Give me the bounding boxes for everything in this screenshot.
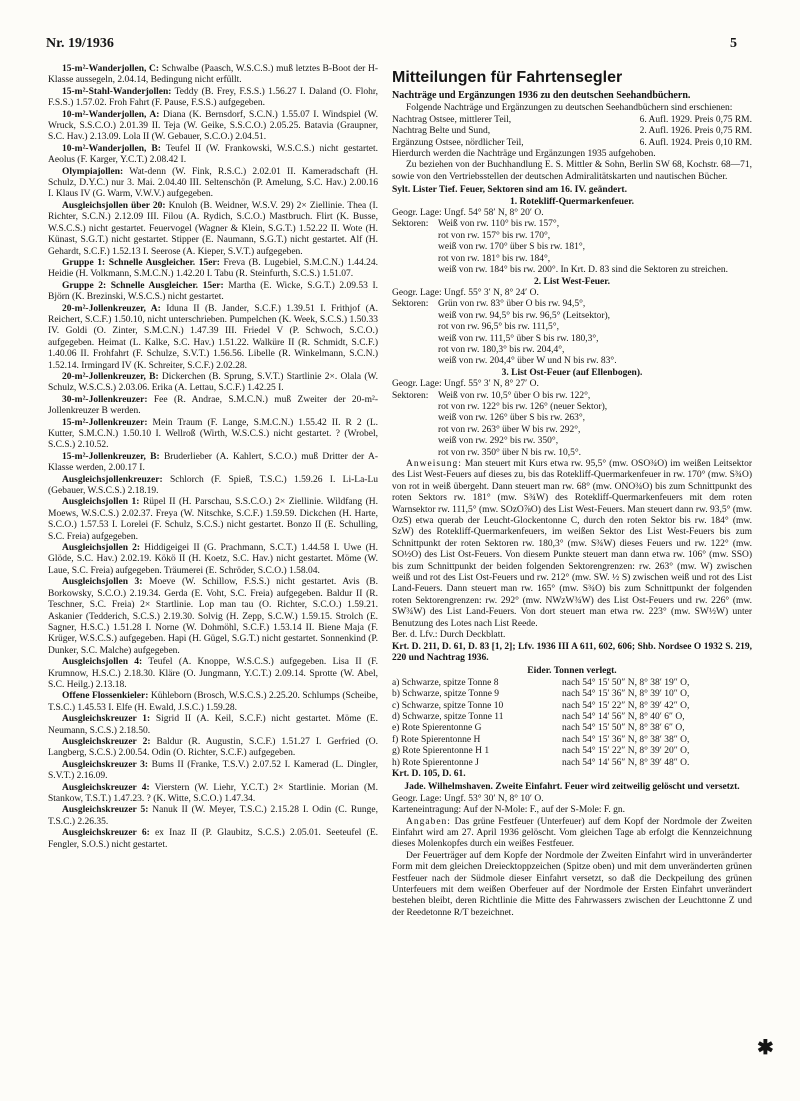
result-paragraph [48, 395, 378, 418]
sector-text: rot von rw. 157° bis rw. 170°, [438, 230, 551, 241]
class-results: Diana (K. Bernsdorf, S.C.N.) 1.55.07 I. Windspiel (W. Wruck, S.S.C.O.) 2.01.39 II. Teja (W. Geike, S.S.C.O.) 2.05.25. Batavia (Graupner, S.C. Hav.) 2.13.09. Lola II (W. Gebauer, S.C.O.) 2.04.51. [48, 109, 379, 143]
sector-row [392, 254, 752, 265]
buoy-name: f) Rote Spierentonne H [392, 734, 481, 745]
class-results: Teufel (A. Knoppe, W.S.C.S.) aufgegeben. Lisa II (F. Krumnow, H.S.C.) 2.18.30. Kläre (O. Jungmann, Y.C.T.) 2.09.14. Sprotte (W. Abel, S.C. Heilg.) 2.13.18. [48, 657, 378, 690]
class-title: Gruppe 1: Schnelle Ausgleicher. 15er: [62, 257, 220, 268]
result-paragraph [48, 87, 378, 110]
sylt-heading: Sylt. Lister Tief. Feuer, Sektoren sind am 16. IV. geändert. [392, 185, 627, 196]
result-paragraph [48, 805, 378, 828]
jade-geo: Geogr. Lage: Ungf. 53° 30′ N, 8° 10′ O. [392, 793, 544, 804]
class-title: Olympiajollen: [62, 166, 124, 177]
class-title: Ausgleichsjollen über 20: [62, 200, 166, 211]
class-results: Schwalbe (Paasch, W.S.C.S.) muß letztes B-Boot der H-Klasse aussegeln, 2.04.14, Bedingung nicht erfüllt. [48, 64, 379, 86]
class-title: Ausgleichsjollen 3: [62, 577, 143, 588]
sector-text: Weiß von rw. 10,5° über O bis rw. 122°, [438, 390, 591, 401]
publication-note: Hierdurch werden die Nachträge und Ergänzungen 1935 aufgehoben. [392, 149, 656, 160]
buoy-name: d) Schwarze, spitze Tonne 11 [392, 711, 504, 722]
fire2-geo: Geogr. Lage: Ungf. 55° 3′ N, 8° 24′ O. [392, 287, 539, 298]
sector-row [392, 311, 752, 322]
class-title: Ausgleichskreuzer 1: [62, 714, 151, 725]
class-title: 20-m²-Jollenkreuzer, A: [62, 303, 161, 314]
sector-label: Sektoren: [392, 390, 429, 401]
class-results: Hiddigeigei II (G. Prachmann, S.C.T.) 1.44.58 I. Uwe (H. Glöde, S.C. Hav.) 2.02.19. Kökö II (H. Koetz, S.C. Hav.) nicht gestartet. Möme (W. Laue, S.C. Freia) aufgegeben. Träumerei (E. Schröder, S.C.O.) 1.58.04. [48, 543, 378, 576]
buoy-row [392, 746, 752, 757]
final-paragraph: Der Feuerträger auf dem Kopfe der Nordmole der Zweiten Einfahrt wird in unveränderter Form mit dem gleichen Dreiecktoppzeichen (Spitze oben) und mit dem unveränderten grünen Festfeuer nach der Südmole dieser Einfahrt versetzt, so daß die Deckpeilung des grünen Unterfeuers mit dem weißen Oberfeuer auf der Nordmole der Ersten Einfahrt unverändert bestehen bleibt, deren Richtlinie die Mitte des Fahrwassers zwischen der Leuchttonne Z und der Reedetonne R/T bezeichnet. [392, 850, 752, 918]
fire1-title: 1. Rotekliff-Quermarkenfeuer. [510, 196, 634, 207]
fire1-sectors [392, 219, 752, 276]
sector-row [392, 231, 752, 242]
class-results: Iduna II (B. Jander, S.C.F.) 1.39.51 I. Frithjof (A. Reichert, S.C.F.) 1.50.10, nicht unterschrieben. Pumpelchen (K. Week, S.C.S.) 1.50.33 IV. Goldi (O. Zinter, S.M.C.N.) 1.47.39 III. Friedel V (P. Schwoch, S.C.O.) aufgegeben. Heimat (L. Kalke, S.C. Hav.) 1.51.22. Walküre II (R. Schmidt, S.C.F.) 1.40.06 II. Frohfahrt (F. Schulze, S.V.T.) 1.56.56. Libelle (R. Winkelmann, S.C.N.) 1.52.14. Irmingard IV (K. Schreiter, S.C.F.) 2.02.28. [48, 303, 378, 371]
class-results: Rüpel II (H. Parschau, S.S.C.O.) 2× Ziellinie. Wildfang (H. Moews, W.S.C.S.) 2.02.37. Freya (W. Nitschke, S.C.F.) 1.59.59. Dickchen (H. Harte, S.C.O.) 1.57.53 I. Lorelei (F. Schulz, S.C.S.) nicht gestartet. Bonzo II (E. Schulling, S.C. Freia) aufgegeben. [48, 497, 379, 542]
sector-label [392, 265, 438, 276]
sector-text: rot von rw. 350° über N bis rw. 10,5°. [438, 447, 582, 458]
sector-text: rot von rw. 122° bis rw. 126° (neuer Sektor), [438, 401, 608, 412]
buoy-name: e) Rote Spierentonne G [392, 723, 482, 734]
result-paragraph [48, 64, 378, 87]
result-paragraph [48, 691, 378, 714]
buoy-name: g) Rote Spierentonne H 1 [392, 746, 490, 757]
jade-heading: Jade. Wilhelmshaven. Zweite Einfahrt. Feuer wird zeitweilig gelöscht und versetzt. [404, 782, 740, 793]
class-title: 30-m²-Jollenkreuzer: [62, 394, 148, 405]
class-title: Ausgleichsjollenkreuzer: [62, 474, 163, 485]
sector-label [392, 254, 438, 265]
publication-row [392, 115, 752, 126]
class-results: Vierstern (W. Liehr, Y.C.T.) 2× Startlinie. Morian (M. Stankow, T.S.T.) 1.47.23. ? (K. Witte, S.C.O.) 1.47.34. [48, 782, 378, 804]
result-paragraph [48, 418, 378, 452]
class-results: Teddy (B. Frey, F.S.S.) 1.56.27 I. Daland (O. Flohr, F.S.S.) 1.57.02. Froh Fahrt (F. Pause, F.S.S.) aufgegeben. [48, 86, 378, 109]
publication-info: 2. Aufl. 1926. Preis 0,75 RM. [639, 126, 752, 137]
class-results: Baldur (R. Augustin, S.C.F.) 1.51.27 I. Gerfried (O. Langberg, S.C.S.) 2.00.54. Odin (O. Richter, S.C.F.) aufgegeben. [48, 736, 379, 759]
class-results: Bruderlieber (A. Kahlert, S.C.O.) muß Dritter der A-Klasse werden, 2.00.17 I. [48, 451, 378, 474]
sector-row [392, 436, 752, 447]
buoy-position: nach 54° 15′ 22″ N, 8° 39′ 42″ O, [562, 700, 690, 711]
result-paragraph [48, 497, 378, 543]
buoy-row [392, 712, 752, 723]
class-title: Offene Flossenkieler: [62, 691, 149, 702]
fire3-geo: Geogr. Lage: Ungf. 55° 3′ N, 8° 27′ O. [392, 379, 539, 390]
section-subtitle: Nachträge und Ergänzungen 1936 zu den deutschen Seehandbüchern. [392, 90, 691, 101]
order-note: Zu beziehen von der Buchhandlung E. S. Mittler & Sohn, Berlin SW 68, Kochstr. 68—71, sowie von den Vertriebsstellen der deutschen Admiralitätskarten und nautischen Bücher. [392, 160, 752, 182]
fire3-title: 3. List Ost-Feuer (auf Ellenbogen). [501, 367, 643, 378]
buoy-position: nach 54° 15′ 50″ N, 8° 38′ 6″ O, [562, 723, 685, 734]
sector-text: weiß von rw. 170° über S bis rw. 181°, [438, 242, 586, 253]
section-title: Mitteilungen für Fahrtensegler [392, 69, 623, 86]
sector-text: weiß von rw. 126° über S bis rw. 263°, [438, 413, 586, 424]
class-results: Knuloh (B. Weidner, W.S.V. 29) 2× Ziellinie. Thea (I. Richter, S.C.N.) 2.12.09 III. Filou (A. Rydich, S.C.O.) Mastbruch. Flirt (K. Busse, W.S.C.S.) nicht gestartet. Feuervogel (Wagner & Klein, S.G.T.) 1.52.22 II. Wote (H. Künast, S.G.T.) nicht gestartet. Stipper (E. Naumann, S.G.T.) nicht gestartet. Alf (H. Gehardt, S.C.F.) 1.52.13 I. Seerose (A. Kieper, S.V.T.) aufgegeben. [48, 200, 379, 257]
ber-note: Ber. d. Lfv.: Durch Deckblatt. [392, 630, 506, 641]
sector-label [392, 413, 438, 424]
jade-chart-entry: Karteneintragung: Auf der N-Mole: F., auf der S-Mole: F. gn. [392, 805, 626, 816]
buoy-name: h) Rote Spierentonne J [392, 757, 479, 768]
class-results: Moeve (W. Schillow, F.S.S.) nicht gestartet. Avis (B. Borkowsky, S.C.O.) 2.19.34. Gerda (E. Voht, S.C. Freia) aufgegeben. Baldur II (R. Teschner, S.C. Freia) 2× Startlinie. Lop man tau (O. Richter, S.C.O.) 1.59.21. Askanier (Tedderich, S.C.S.) 2.19.30. Solvig (H. Zepp, S.C.W.) 1.59.15. Strolch (E. Sagner, H.S.C.) 1.51.28 I. Norne (W. Dohmöhl, S.C.F.) 1.53.14 II. Biene Maja (F. Krüger, W.S.C.S.) aufgegeben. Hapi (H. Gügel, S.G.T.) nicht gestartet. Sonnenkind (P. Dunker, S.C. Malche) aufgegeben. [48, 577, 378, 656]
sector-text: weiß von rw. 184° bis rw. 200°. In Krt. D. 83 sind die Sektoren zu streichen. [438, 265, 728, 276]
sector-text: rot von rw. 180,3° bis rw. 204,4°, [438, 344, 565, 355]
class-title: Ausgleichskreuzer 3: [62, 759, 149, 770]
buoy-row [392, 758, 752, 769]
angaben-paragraph [392, 817, 752, 851]
angaben-label: Angaben: [406, 816, 451, 827]
sector-row [392, 265, 752, 276]
buoy-row [392, 689, 752, 700]
notices-column [392, 64, 752, 919]
angaben-text: Das grüne Festfeuer (Unterfeuer) auf dem Kopf der Nordmole der Zweiten Einfahrt wird am 27. April 1936 gelöscht. Vom gleichen Tage ab erfolgt die Kennzeichnung dieses Molenkopfes durch ein weißes Festfeuer. [392, 816, 753, 850]
result-paragraph [48, 577, 378, 657]
result-paragraph [48, 304, 378, 372]
class-results: Sigrid II (A. Keil, S.C.F.) nicht gestartet. Möme (E. Neumann, S.C.S.) 2.18.50. [48, 714, 378, 736]
sector-label [392, 356, 438, 367]
class-title: 10-m²-Wanderjollen, A: [62, 109, 160, 120]
sector-row [392, 356, 752, 367]
result-paragraph [48, 828, 378, 851]
result-paragraph [48, 657, 378, 691]
sector-row [392, 425, 752, 436]
publication-row [392, 126, 752, 137]
buoy-row [392, 678, 752, 689]
intro-text: Folgende Nachträge und Ergänzungen zu deutschen Seehandbüchern sind erschienen: [406, 103, 733, 114]
sector-row [392, 219, 752, 230]
sector-text: weiß von rw. 204,4° über W und N bis rw. 83°. [438, 356, 617, 367]
result-paragraph [48, 783, 378, 806]
anweisung-paragraph [392, 459, 752, 630]
sector-label [392, 242, 438, 253]
class-results: Martha (E. Wicke, S.G.T.) 2.09.53 I. Björn (K. Brezinski, W.S.C.S.) nicht gestartet. [48, 280, 378, 303]
result-paragraph [48, 258, 378, 281]
sector-label [392, 425, 438, 436]
class-title: Ausgleichskreuzer 6: [62, 828, 150, 839]
publication-info: 6. Aufl. 1929. Preis 0,75 RM. [639, 114, 752, 125]
class-title: 15-m²-Jollenkreuzer, B: [62, 451, 160, 462]
sector-label [392, 231, 438, 242]
class-results: Kühleborn (Brosch, W.S.C.S.) 2.25.20. Schlumps (Scheibe, T.S.C.) 1.45.53 I. Elfe (H. Ewald, J.S.C.) 1.59.28. [48, 691, 378, 713]
class-title: Ausgleichsjollen 1: [62, 497, 140, 508]
buoy-list [392, 678, 752, 769]
sector-text: rot von rw. 96,5° bis rw. 111,5°, [438, 322, 559, 333]
class-results: Dickerchen (B. Sprung, S.V.T.) Startlinie 2×. Olala (W. Schulz, W.S.C.S.) 2.03.06. Erika (A. Lettau, S.C.F.) 1.42.25 I. [48, 371, 378, 394]
sector-row [392, 334, 752, 345]
class-title: Ausgleichskreuzer 2: [62, 736, 151, 747]
result-paragraph [48, 201, 378, 258]
class-results: Wat-denn (W. Fink, R.S.C.) 2.02.01 II. Kameradschaft (H. Schulz, D.Y.C.) nur 3. Mai. 2.04.40 III. Seltenschön (P. Amelung, S.C. Hav.) 2.00.16 I. Klaus IV (G. Warm, V.W.V.) aufgegeben. [48, 166, 378, 200]
chart-references: Krt. D. 211, D. 61, D. 83 [1, 2]; Lfv. 1936 III A 611, 602, 606; Shb. Nordsee O 1932 S. 219, 220 und Nachtrag 1936. [392, 641, 752, 663]
result-paragraph [48, 144, 378, 167]
class-title: Ausgleichsjollen 4: [62, 657, 143, 668]
anweisung-text: Man steuert mit Kurs etwa rw. 95,5° (mw. OSO¾O) im weißen Leitsektor des List West-Feuers auf dieses zu, bis das Rotekliff-Quermarkenfeuer in rw. 170° (mw. S¾O) von rot in weiß übergeht. Dann steuert man rw. 68° (mw. ONO¾O) bis zum Schnittpunkt des roten Sektors rw. 181° (mw. S¾W) des Rotekliff-Quermarkenfeuers mit dem roten Warnsektor rw. 111,5° (mw. SOzO⅞O) des List West-Feuers. Man steuert dann rw. 93,5° (mw. OzS) etwa querab der Leucht-Glockentonne C, durch den roten Sektor bis rw. 184° (mw. SzW) des Rotekliff-Quermarkenfeuers, im weißen Sektor des List West-Feuers bis zum Schnittpunkt der roten Sektoren rw. 180,3° (mw. S¾W) dieses Feuers und rw. 122° (mw. SO½O) des List Ost-Feuers. Von diesem Punkte steuert man dann etwa rw. 106° (mw. SSO) bis zum Schnittpunkt der beiden folgenden Sektorengrenzen: rw. 263° (mw. W) zwischen weiß und rot des List Ost-Feuers und rw. 212° (mw. SW. ½ S) zwischen weiß und rot des List Land-Feuers. Dann steuert man rw. 165° (mw. S¾O) bis zum Schnittpunkt der folgenden roten Sektorengrenzen: rw. 292° (mw. NWzW¾W) des List Ost-Feuers und rw. 226° (mw. SW¾W) des List Land-Feuers. Von dort steuert man etwa rw. 223° (mw. SW½W) unter Benutzung des Lotes nach List Reede. [392, 459, 752, 629]
buoy-row [392, 723, 752, 734]
fire1-geo: Geogr. Lage: Ungf. 54° 58′ N, 8° 20′ O. [392, 208, 544, 219]
sector-text: Grün von rw. 83° über O bis rw. 94,5°, [438, 299, 586, 310]
buoy-position: nach 54° 14′ 56″ N, 8° 39′ 48″ O. [562, 757, 690, 768]
eider-chart-ref: Krt. D. 105, D. 61. [392, 768, 466, 779]
class-results: Schlorch (F. Spieß, T.S.C.) 1.59.26 I. Li-La-Lu (Gebauer, W.S.C.S.) 2.18.19. [48, 474, 379, 497]
publication-info: 6. Aufl. 1924. Preis 0,10 RM. [639, 137, 752, 148]
buoy-name: a) Schwarze, spitze Tonne 8 [392, 677, 499, 688]
sector-text: weiß von rw. 292° bis rw. 350°, [438, 436, 559, 447]
buoy-position: nach 54° 15′ 36″ N, 8° 39′ 10″ O, [562, 689, 690, 700]
sector-row [392, 345, 752, 356]
class-results: ex Inaz II (P. Glaubitz, S.C.S.) 2.05.01. Seeteufel (E. Fengler, S.O.S.) nicht gestartet. [48, 828, 379, 850]
sector-label [392, 345, 438, 356]
sector-row [392, 322, 752, 333]
fire3-sectors [392, 391, 752, 459]
sector-row [392, 299, 752, 310]
issue-number: Nr. 19/1936 [46, 36, 114, 51]
sector-label [392, 436, 438, 447]
result-paragraph [48, 475, 378, 498]
class-title: Gruppe 2: Schnelle Ausgleicher. 15er: [62, 280, 224, 291]
publication-row [392, 138, 752, 149]
buoy-row [392, 735, 752, 746]
result-paragraph [48, 452, 378, 475]
page-number: 5 [730, 36, 737, 51]
fire2-sectors [392, 299, 752, 367]
class-results: Mein Traum (F. Lange, S.M.C.N.) 1.55.42 II. R 2 (L. Kutter, S.M.C.N.) 1.50.10 I. Wellroß (Wirth, W.S.C.S.) nicht gestartet. ? (Wrobel, S.C.S.) 2.10.52. [48, 417, 379, 451]
class-title: 10-m²-Wanderjollen, B: [62, 143, 161, 154]
class-title: 15-m²-Wanderjollen, C: [62, 64, 160, 74]
sector-label [392, 402, 438, 413]
sector-label [392, 322, 438, 333]
sector-label [392, 311, 438, 322]
buoy-position: nach 54° 15′ 50″ N, 8° 38′ 19″ O, [562, 677, 690, 688]
sector-row [392, 242, 752, 253]
class-results: Nanuk II (W. Meyer, T.S.C.) 2.15.28 I. Odin (C. Runge, T.S.C.) 2.26.35. [48, 805, 378, 827]
class-results: Fee (R. Andrae, S.M.C.N.) muß Zweiter der 20-m²-Jollenkreuzer B werden. [48, 394, 378, 417]
sector-text: weiß von rw. 111,5° über S bis rw. 180,3°, [438, 333, 599, 344]
sector-label: Sektoren: [392, 219, 429, 230]
buoy-name: b) Schwarze, spitze Tonne 9 [392, 689, 500, 700]
buoy-position: nach 54° 15′ 22″ N, 8° 39′ 20″ O, [562, 746, 690, 757]
fire2-title: 2. List West-Feuer. [534, 276, 610, 287]
sector-label [392, 448, 438, 459]
sector-row [392, 402, 752, 413]
class-title: 20-m²-Jollenkreuzer, B: [62, 371, 159, 382]
buoy-position: nach 54° 14′ 56″ N, 8° 40′ 6″ O, [562, 711, 685, 722]
sector-row [392, 448, 752, 459]
sector-row [392, 413, 752, 424]
publication-list [392, 115, 752, 149]
sector-row [392, 391, 752, 402]
sector-text: rot von rw. 181° bis rw. 184°, [438, 253, 551, 264]
class-title: Ausgleichskreuzer 5: [62, 805, 149, 816]
result-paragraph [48, 737, 378, 760]
class-title: 15-m²-Jollenkreuzer: [62, 417, 148, 428]
pen-mark-icon: ✱ [757, 1037, 774, 1059]
sector-text: weiß von rw. 94,5° bis rw. 96,5° (Leitsektor), [438, 310, 611, 321]
regatta-results-column [48, 64, 378, 851]
class-title: Ausgleichsjollen 2: [62, 543, 141, 554]
buoy-position: nach 54° 15′ 36″ N, 8° 38′ 38″ O, [562, 734, 690, 745]
result-paragraph [48, 760, 378, 783]
result-paragraph [48, 714, 378, 737]
publication-name: Nachtrag Belte und Sund, [392, 126, 491, 137]
sector-text: rot von rw. 263° über W bis rw. 292°, [438, 424, 581, 435]
eider-heading: Eider. Tonnen verlegt. [527, 666, 617, 677]
result-paragraph [48, 167, 378, 201]
publication-name: Ergänzung Ostsee, nördlicher Teil, [392, 137, 524, 148]
result-paragraph [48, 110, 378, 144]
buoy-name: c) Schwarze, spitze Tonne 10 [392, 700, 504, 711]
sector-label [392, 334, 438, 345]
publication-name: Nachtrag Ostsee, mittlerer Teil, [392, 114, 512, 125]
class-results: Teufel II (W. Frankowski, W.S.C.S.) nicht gestartet. Aeolus (F. Karger, Y.C.T.) 2.08.42 I. [48, 143, 378, 166]
class-results: Freva (B. Lugebiel, S.M.C.N.) 1.44.24. Heidie (H. Volkmann, S.M.C.N.) 1.42.20 I. Tabu (R. Steinfurth, S.C.S.) 1.51.07. [48, 257, 378, 280]
result-paragraph [48, 543, 378, 577]
anweisung-label: Anweisung: [406, 459, 462, 469]
class-results: Bums II (Franke, T.S.V.) 2.07.52 I. Kamerad (L. Dingler, S.V.T.) 2.16.09. [48, 759, 378, 782]
class-title: Ausgleichskreuzer 4: [62, 782, 150, 793]
sector-label: Sektoren: [392, 299, 429, 310]
sector-text: Weiß von rw. 110° bis rw. 157°, [438, 219, 560, 230]
result-paragraph [48, 281, 378, 304]
buoy-row [392, 701, 752, 712]
class-title: 15-m²-Stahl-Wanderjollen: [62, 86, 172, 97]
result-paragraph [48, 372, 378, 395]
